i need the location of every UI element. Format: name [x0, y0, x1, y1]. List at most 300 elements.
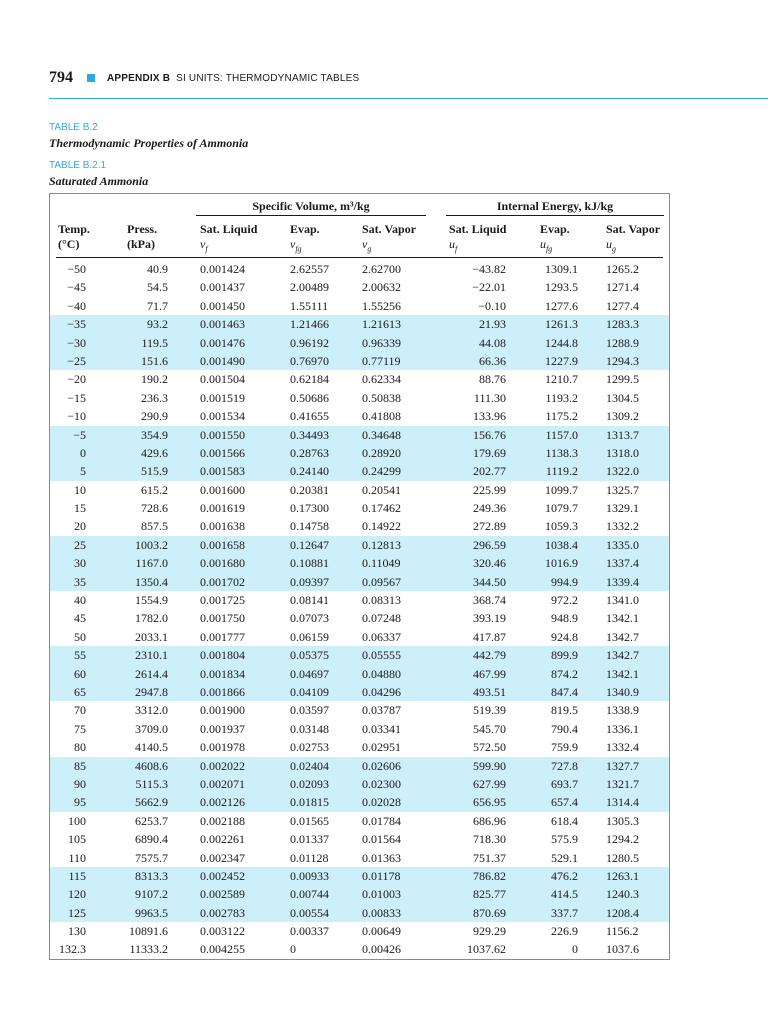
- table-cell: 0.20541: [362, 482, 401, 497]
- table-cell: 65: [74, 684, 86, 699]
- table-cell: 1059.3: [545, 519, 578, 534]
- page-number: 794: [49, 69, 73, 86]
- table-cell: 344.50: [473, 574, 506, 589]
- table-row: [50, 683, 669, 701]
- table-cell: 45: [74, 611, 86, 626]
- table-cell: 88.76: [479, 372, 506, 387]
- table-cell: 6890.4: [135, 832, 168, 847]
- table-cell: 1193.2: [545, 390, 578, 405]
- table-cell: 0.14758: [290, 519, 329, 534]
- table-cell: 190.2: [141, 372, 168, 387]
- table-cell: 1038.4: [545, 537, 578, 552]
- table-row: [50, 738, 669, 756]
- table-cell: 337.7: [551, 905, 578, 920]
- table-cell: 0.002783: [200, 905, 245, 920]
- table-cell: 0.001534: [200, 409, 245, 424]
- table-cell: 0.62184: [290, 372, 329, 387]
- table-cell: 132.3: [59, 942, 86, 957]
- table-cell: 1318.0: [606, 445, 639, 460]
- table-cell: 25: [74, 537, 86, 552]
- table-cell: 0.03597: [290, 703, 329, 718]
- table-cell: 2033.1: [135, 629, 168, 644]
- table-cell: 0.96192: [290, 335, 329, 350]
- running-header: [49, 66, 359, 90]
- table-cell: 1305.3: [606, 813, 639, 828]
- table-row: [50, 665, 669, 683]
- table-cell: 40: [74, 593, 86, 608]
- table-cell: 50: [74, 629, 86, 644]
- table-cell: 1277.4: [606, 298, 639, 313]
- table-cell: −22.01: [472, 280, 506, 295]
- table-cell: 1336.1: [606, 721, 639, 736]
- table-cell: 515.9: [141, 464, 168, 479]
- table-cell: 0.002188: [200, 813, 245, 828]
- table-cell: 924.8: [551, 629, 578, 644]
- table-cell: 133.96: [473, 409, 506, 424]
- table-cell: 0.001550: [200, 427, 245, 442]
- table-cell: 1016.9: [545, 556, 578, 571]
- table-cell: 1227.9: [545, 353, 578, 368]
- table-cell: 1210.7: [545, 372, 578, 387]
- table-cell: 1340.9: [606, 684, 639, 699]
- table-cell: 0.001804: [200, 648, 245, 663]
- table-cell: −35: [67, 317, 86, 332]
- table-cell: 1079.7: [545, 501, 578, 516]
- table-cell: 5662.9: [135, 795, 168, 810]
- table-cell: 599.90: [473, 758, 506, 773]
- table-row: [50, 904, 669, 922]
- table-cell: 272.89: [473, 519, 506, 534]
- saturated-ammonia-table: [49, 193, 670, 960]
- table-cell: 0.09397: [290, 574, 329, 589]
- table-cell: 1294.3: [606, 353, 639, 368]
- table-cell: 0.001566: [200, 445, 245, 460]
- table-cell: 9107.2: [135, 887, 168, 902]
- table-cell: 95: [74, 795, 86, 810]
- table-cell: 0.01784: [362, 813, 401, 828]
- table-cell: 1342.7: [606, 629, 639, 644]
- table-cell: 0.001866: [200, 684, 245, 699]
- table-cell: 1309.1: [545, 262, 578, 276]
- table-cell: 1119.2: [545, 464, 578, 479]
- table-cell: 2.62557: [290, 262, 329, 276]
- table-cell: 1337.4: [606, 556, 639, 571]
- table-cell: 0.002071: [200, 776, 245, 791]
- column-header-title: Sat. Liquid: [200, 222, 258, 236]
- table-cell: 656.95: [473, 795, 506, 810]
- table-cell: 10891.6: [129, 924, 168, 939]
- table-cell: 290.9: [141, 409, 168, 424]
- appendix-subtitle: SI UNITS: THERMODYNAMIC TABLES: [176, 72, 360, 84]
- column-header-symbol: $u_g$: [606, 237, 616, 254]
- table-cell: 693.7: [551, 776, 578, 791]
- table-cell: 2614.4: [135, 666, 168, 681]
- table-cell: 1240.3: [606, 887, 639, 902]
- table-cell: 948.9: [551, 611, 578, 626]
- table-cell: 0.20381: [290, 482, 329, 497]
- table-cell: 393.19: [473, 611, 506, 626]
- table-cell: 0.14922: [362, 519, 401, 534]
- table-cell: 296.59: [473, 537, 506, 552]
- table-cell: 442.79: [473, 648, 506, 663]
- table-cell: 1299.5: [606, 372, 639, 387]
- table-cell: 0.001600: [200, 482, 245, 497]
- table-cell: 1175.2: [545, 409, 578, 424]
- table-cell: 80: [74, 740, 86, 755]
- table-cell: 0.002347: [200, 850, 245, 865]
- subtable-label: TABLE B.2.1: [49, 160, 107, 171]
- table-cell: 414.5: [551, 887, 578, 902]
- table-cell: 5115.3: [135, 776, 168, 791]
- column-header-title: Evap.: [540, 222, 570, 236]
- group-header-specific-volume: Specific Volume, m³/kg: [252, 199, 370, 213]
- column-header-unit: (kPa): [127, 237, 155, 251]
- table-cell: 0.07073: [290, 611, 329, 626]
- table-cell: 5: [80, 464, 86, 479]
- table-cell: 0.001619: [200, 501, 245, 516]
- table-cell: 202.77: [473, 464, 506, 479]
- table-cell: 0.001725: [200, 593, 245, 608]
- table-cell: 0.00933: [290, 868, 329, 883]
- table-cell: 0.001504: [200, 372, 245, 387]
- table-cell: 0.002022: [200, 758, 245, 773]
- column-header-4: [362, 222, 416, 256]
- table-cell: 0.001583: [200, 464, 245, 479]
- table-cell: 429.6: [141, 445, 168, 460]
- table-row: [50, 462, 669, 480]
- table-cell: 320.46: [473, 556, 506, 571]
- table-cell: 0.04697: [290, 666, 329, 681]
- table-cell: 1138.3: [545, 445, 578, 460]
- table-row: [50, 849, 669, 867]
- table-cell: 0.05375: [290, 648, 329, 663]
- table-row: [50, 297, 669, 315]
- table-cell: 3709.0: [135, 721, 168, 736]
- table-cell: 0.12813: [362, 537, 401, 552]
- header-rule-bottom: [56, 257, 663, 258]
- table-cell: 1313.7: [606, 427, 639, 442]
- table-cell: 0.004255: [200, 942, 245, 957]
- table-cell: 0.01003: [362, 887, 401, 902]
- table-cell: 0.00337: [290, 924, 329, 939]
- table-cell: 1157.0: [545, 427, 578, 442]
- column-header-unit: (°C): [58, 237, 80, 251]
- table-cell: 0.01564: [362, 832, 401, 847]
- table-cell: 1.21613: [362, 317, 401, 332]
- table-cell: 0.09567: [362, 574, 401, 589]
- table-row: [50, 609, 669, 627]
- table-cell: 1265.2: [606, 262, 639, 276]
- table-cell: 0.28920: [362, 445, 401, 460]
- table-cell: 0.001490: [200, 353, 245, 368]
- table-cell: 93.2: [147, 317, 168, 332]
- table-cell: 718.30: [473, 832, 506, 847]
- table-cell: 819.5: [551, 703, 578, 718]
- table-cell: 0.01363: [362, 850, 401, 865]
- table-row: [50, 701, 669, 719]
- table-row: [50, 720, 669, 738]
- table-cell: 4608.6: [135, 758, 168, 773]
- table-cell: 0.96339: [362, 335, 401, 350]
- column-header-6: [540, 222, 570, 256]
- table-cell: 0.001777: [200, 629, 245, 644]
- table-cell: 151.6: [141, 353, 168, 368]
- table-cell: 0.002126: [200, 795, 245, 810]
- table-cell: 179.69: [473, 445, 506, 460]
- table-cell: 54.5: [147, 280, 168, 295]
- table-cell: 0.001834: [200, 666, 245, 681]
- table-cell: 572.50: [473, 740, 506, 755]
- table-cell: 790.4: [551, 721, 578, 736]
- table-row: [50, 793, 669, 811]
- table-row: [50, 481, 669, 499]
- table-cell: 1554.9: [135, 593, 168, 608]
- table-cell: 0.34648: [362, 427, 401, 442]
- table-cell: 1099.7: [545, 482, 578, 497]
- table-cell: 0.04109: [290, 684, 329, 699]
- table-cell: 1342.1: [606, 611, 639, 626]
- table-cell: 1280.5: [606, 850, 639, 865]
- table-cell: 1.55111: [290, 298, 329, 313]
- table-cell: 0.002452: [200, 868, 245, 883]
- table-cell: 1277.6: [545, 298, 578, 313]
- column-header-title: Sat. Vapor: [606, 222, 661, 236]
- table-cell: 40.9: [147, 262, 168, 276]
- table-cell: 0.05555: [362, 648, 401, 663]
- table-cell: 751.37: [473, 850, 506, 865]
- table-row: [50, 628, 669, 646]
- table-cell: 0.62334: [362, 372, 401, 387]
- table-cell: 2310.1: [135, 648, 168, 663]
- table-cell: 0.50686: [290, 390, 329, 405]
- table-cell: 0.03341: [362, 721, 401, 736]
- table-cell: 1350.4: [135, 574, 168, 589]
- group-header-internal-energy: Internal Energy, kJ/kg: [496, 199, 614, 213]
- table-cell: 1244.8: [545, 335, 578, 350]
- table-cell: 0.001437: [200, 280, 245, 295]
- table-cell: 1332.2: [606, 519, 639, 534]
- table-cell: −25: [67, 353, 86, 368]
- table-cell: 0.06159: [290, 629, 329, 644]
- table-cell: 874.2: [551, 666, 578, 681]
- table-cell: 111.30: [473, 390, 506, 405]
- table-label: TABLE B.2: [49, 122, 98, 133]
- table-cell: 1321.7: [606, 776, 639, 791]
- table-cell: 0.07248: [362, 611, 401, 626]
- group-rule-internal-energy: [446, 215, 664, 216]
- table-cell: 0.001450: [200, 298, 245, 313]
- table-cell: 1208.4: [606, 905, 639, 920]
- header-rule: [49, 98, 768, 99]
- table-cell: 90: [74, 776, 86, 791]
- column-header-1: [127, 222, 157, 252]
- table-cell: 0.02951: [362, 740, 401, 755]
- table-row: [50, 922, 669, 940]
- table-cell: 1338.9: [606, 703, 639, 718]
- table-cell: 0.28763: [290, 445, 329, 460]
- column-header-title: Evap.: [290, 222, 320, 236]
- table-cell: 0.10881: [290, 556, 329, 571]
- table-cell: 0.50838: [362, 390, 401, 405]
- table-cell: 0.08141: [290, 593, 329, 608]
- table-cell: 0.02753: [290, 740, 329, 755]
- table-cell: 0: [80, 445, 86, 460]
- column-header-title: Press.: [127, 222, 158, 236]
- table-cell: 30: [74, 556, 86, 571]
- table-cell: 368.74: [473, 593, 506, 608]
- table-cell: −10: [67, 409, 86, 424]
- table-cell: 0.001937: [200, 721, 245, 736]
- running-title: [107, 73, 359, 84]
- table-row: [50, 554, 669, 572]
- table-cell: 0.12647: [290, 537, 329, 552]
- table-cell: 972.2: [551, 593, 578, 608]
- table-cell: 545.70: [473, 721, 506, 736]
- table-cell: 1261.3: [545, 317, 578, 332]
- table-row: [50, 775, 669, 793]
- table-row: [50, 499, 669, 517]
- group-rule-specific-volume: [196, 215, 426, 216]
- table-cell: 467.99: [473, 666, 506, 681]
- table-cell: 0.01178: [362, 868, 401, 883]
- table-cell: 0.01565: [290, 813, 329, 828]
- table-cell: 0.00426: [362, 942, 401, 957]
- table-cell: 1167.0: [135, 556, 168, 571]
- table-cell: 575.9: [551, 832, 578, 847]
- table-cell: 1325.7: [606, 482, 639, 497]
- table-cell: 1327.7: [606, 758, 639, 773]
- table-cell: 0.02028: [362, 795, 401, 810]
- table-cell: 476.2: [551, 868, 578, 883]
- table-cell: 1335.0: [606, 537, 639, 552]
- table-cell: 519.39: [473, 703, 506, 718]
- table-cell: 0.11049: [362, 556, 401, 571]
- table-cell: 0: [290, 942, 296, 957]
- table-cell: 1283.3: [606, 317, 639, 332]
- table-cell: 20: [74, 519, 86, 534]
- column-header-title: Temp.: [58, 222, 90, 236]
- table-cell: 125: [68, 905, 86, 920]
- table-cell: 1037.6: [606, 942, 639, 957]
- table-cell: 1314.4: [606, 795, 639, 810]
- table-cell: 2.00632: [362, 280, 401, 295]
- table-cell: 3312.0: [135, 703, 168, 718]
- table-cell: 0.00833: [362, 905, 401, 920]
- table-cell: 759.9: [551, 740, 578, 755]
- table-cell: 0.06337: [362, 629, 401, 644]
- table-cell: 615.2: [141, 482, 168, 497]
- table-cell: 130: [68, 924, 86, 939]
- table-cell: 100: [68, 813, 86, 828]
- table-cell: 0.41655: [290, 409, 329, 424]
- table-cell: 825.77: [473, 887, 506, 902]
- table-cell: 0.001680: [200, 556, 245, 571]
- table-cell: 1293.5: [545, 280, 578, 295]
- table-cell: 1342.7: [606, 648, 639, 663]
- table-cell: −5: [73, 427, 86, 442]
- table-cell: 35: [74, 574, 86, 589]
- table-row: [50, 536, 669, 554]
- table-cell: 0.03787: [362, 703, 401, 718]
- table-cell: 249.36: [473, 501, 506, 516]
- table-cell: 236.3: [141, 390, 168, 405]
- table-cell: 2.62700: [362, 262, 401, 276]
- table-cell: 0.08313: [362, 593, 401, 608]
- column-header-symbol: $v_g$: [362, 237, 372, 254]
- table-cell: 10: [74, 482, 86, 497]
- table-cell: 0.17300: [290, 501, 329, 516]
- table-cell: 1332.4: [606, 740, 639, 755]
- table-cell: 0.02606: [362, 758, 401, 773]
- table-row: [50, 352, 669, 370]
- table-cell: −43.82: [472, 262, 506, 276]
- table-cell: 728.6: [141, 501, 168, 516]
- table-cell: 0.76970: [290, 353, 329, 368]
- table-cell: 0.04880: [362, 666, 401, 681]
- subtable-title: Saturated Ammonia: [49, 174, 149, 188]
- table-cell: −0.10: [478, 298, 506, 313]
- table-row: [50, 940, 669, 958]
- table-cell: 0.02093: [290, 776, 329, 791]
- table-cell: 870.69: [473, 905, 506, 920]
- table-cell: −40: [67, 298, 86, 313]
- table-cell: 0.001463: [200, 317, 245, 332]
- table-cell: −20: [67, 372, 86, 387]
- table-cell: 21.93: [479, 317, 506, 332]
- table-cell: 1309.2: [606, 409, 639, 424]
- table-cell: 1288.9: [606, 335, 639, 350]
- table-cell: 44.08: [479, 335, 506, 350]
- table-cell: 618.4: [551, 813, 578, 828]
- column-header-symbol: $v_{fg}$: [290, 237, 302, 254]
- column-header-title: Sat. Vapor: [362, 222, 417, 236]
- table-row: [50, 646, 669, 664]
- table-cell: 0.001702: [200, 574, 245, 589]
- column-header-symbol: $v_f$: [200, 237, 208, 254]
- table-cell: 2947.8: [135, 684, 168, 699]
- table-cell: 55: [74, 648, 86, 663]
- appendix-label: APPENDIX B: [107, 72, 171, 84]
- table-cell: 1037.62: [467, 942, 506, 957]
- table-cell: 1342.1: [606, 666, 639, 681]
- table-cell: 11333.2: [129, 942, 168, 957]
- table-cell: −50: [67, 262, 86, 276]
- square-bullet-icon: [87, 74, 95, 82]
- table-cell: 0.00554: [290, 905, 329, 920]
- table-cell: 1294.2: [606, 832, 639, 847]
- table-cell: 6253.7: [135, 813, 168, 828]
- table-cell: 1156.2: [606, 924, 639, 939]
- table-cell: 7575.7: [135, 850, 168, 865]
- table-cell: 0.24140: [290, 464, 329, 479]
- column-header-0: [58, 222, 90, 252]
- table-cell: 0.00744: [290, 887, 329, 902]
- table-cell: 1.55256: [362, 298, 401, 313]
- table-row: [50, 407, 669, 425]
- table-cell: 8313.3: [135, 868, 168, 883]
- table-cell: 1271.4: [606, 280, 639, 295]
- table-cell: 9963.5: [135, 905, 168, 920]
- table-cell: −15: [67, 390, 86, 405]
- table-row: [50, 389, 669, 407]
- column-header-3: [290, 222, 320, 256]
- table-cell: 1.21466: [290, 317, 329, 332]
- column-header-symbol: $u_{fg}$: [540, 237, 553, 254]
- table-cell: 0.17462: [362, 501, 401, 516]
- table-cell: 1329.1: [606, 501, 639, 516]
- table-cell: 0.34493: [290, 427, 329, 442]
- table-cell: 786.82: [473, 868, 506, 883]
